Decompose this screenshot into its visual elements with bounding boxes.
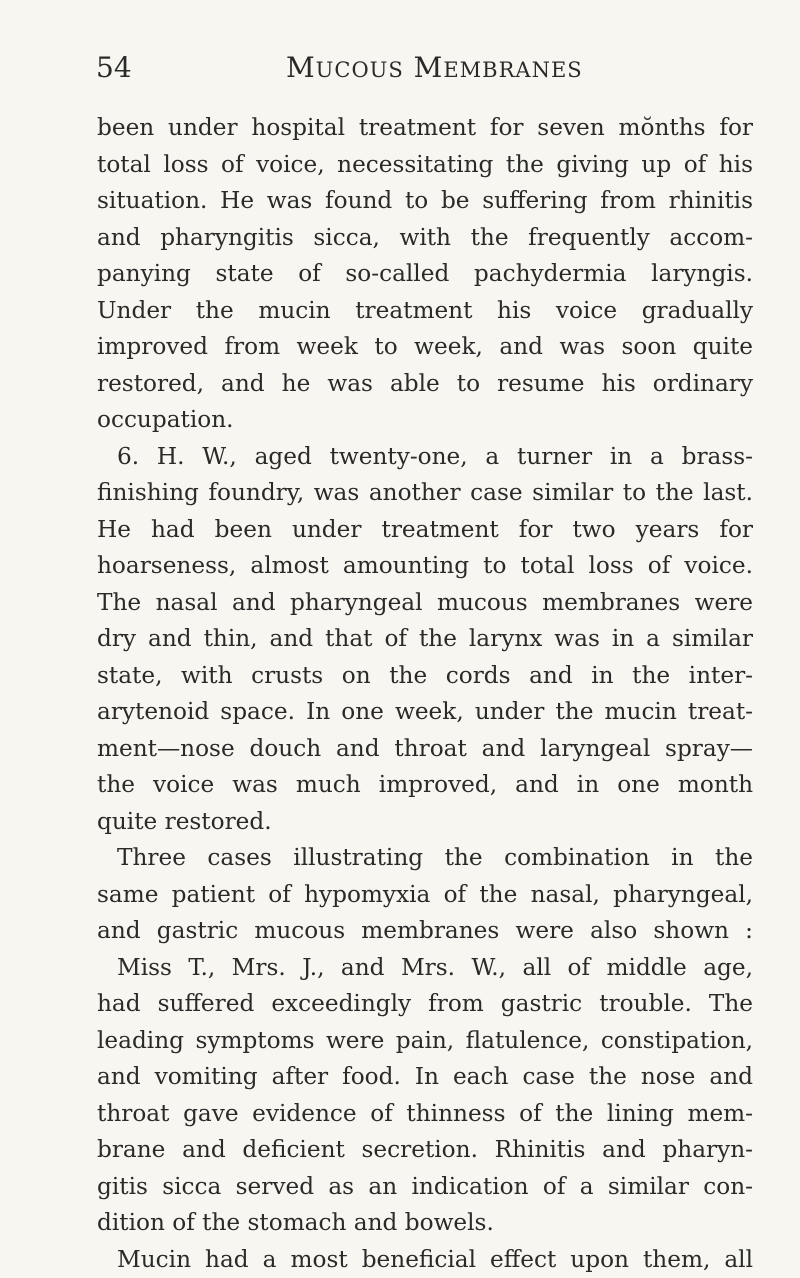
text-line: arytenoid space. In one week, under the mucin treat- [97, 698, 753, 725]
text-line: total loss of voice, necessitating the giving up of his [97, 150, 753, 178]
running-title [286, 46, 583, 92]
body-text [97, 110, 753, 1278]
text-line: throat gave evidence of thinness of the lining mem- [97, 1099, 753, 1127]
text-line: brane and deficient secretion. Rhinitis and pharyn- [97, 1136, 753, 1163]
text-line: the voice was much improved, and in one month [97, 771, 753, 798]
text-line: Miss T., Mrs. J., and Mrs. W., all of middle age, [117, 953, 753, 981]
running-title-rest-1: UCOUS [315, 58, 404, 82]
text-line: dition of the stomach and bowels. [97, 1209, 494, 1236]
text-line: 6. H. W., aged twenty-one, a turner in a brass- [117, 442, 753, 470]
text-line: been under hospital treatment for seven mŏnths for [97, 114, 753, 141]
text-line: had suffered exceedingly from gastric trouble. The [97, 990, 753, 1017]
text-line: situation. He was found to be suffering from rhinitis [97, 187, 753, 214]
running-title-rest-2: EMBRANES [443, 58, 583, 82]
text-line: restored, and he was able to resume his ordinary [97, 369, 753, 397]
running-title-cap-1: M [286, 51, 316, 84]
text-line: gitis sicca served as an indication of a similar con- [97, 1172, 753, 1200]
text-line: He had been under treatment for two years for [97, 515, 753, 543]
text-line: improved from week to week, and was soon quite [97, 333, 753, 360]
text-line: leading symptoms were pain, flatulence, constipation, [97, 1026, 753, 1054]
page-number: 54 [96, 51, 132, 84]
text-line: quite restored. [97, 807, 272, 835]
text-line: same patient of hypomyxia of the nasal, pharyngeal, [97, 880, 753, 908]
text-line: Three cases illustrating the combination in the [117, 844, 753, 871]
running-title-cap-2: M [413, 51, 444, 84]
text-line: dry and thin, and that of the larynx was in a similar [97, 625, 753, 652]
text-line: state, with crusts on the cords and in the inter- [97, 661, 753, 689]
text-line: hoarseness, almost amounting to total loss of voice. [97, 552, 753, 579]
text-line: occupation. [97, 406, 234, 433]
text-line: and vomiting after food. In each case the nose and [97, 1063, 753, 1090]
text-line: and pharyngitis sicca, with the frequently accom- [97, 223, 753, 251]
text-line: The nasal and pharyngeal mucous membranes were [97, 588, 753, 616]
text-line: ment—nose douch and throat and laryngeal spray— [97, 734, 753, 762]
text-line: Mucin had a most beneficial effect upon them, all [117, 1245, 753, 1273]
page-header [96, 46, 756, 90]
text-line: panying state of so-called pachydermia laryngis. [97, 260, 753, 287]
text-line: finishing foundry, was another case similar to the last. [97, 479, 753, 506]
text-line: Under the mucin treatment his voice gradually [97, 296, 753, 324]
text-line: and gastric mucous membranes were also shown : [97, 917, 753, 944]
